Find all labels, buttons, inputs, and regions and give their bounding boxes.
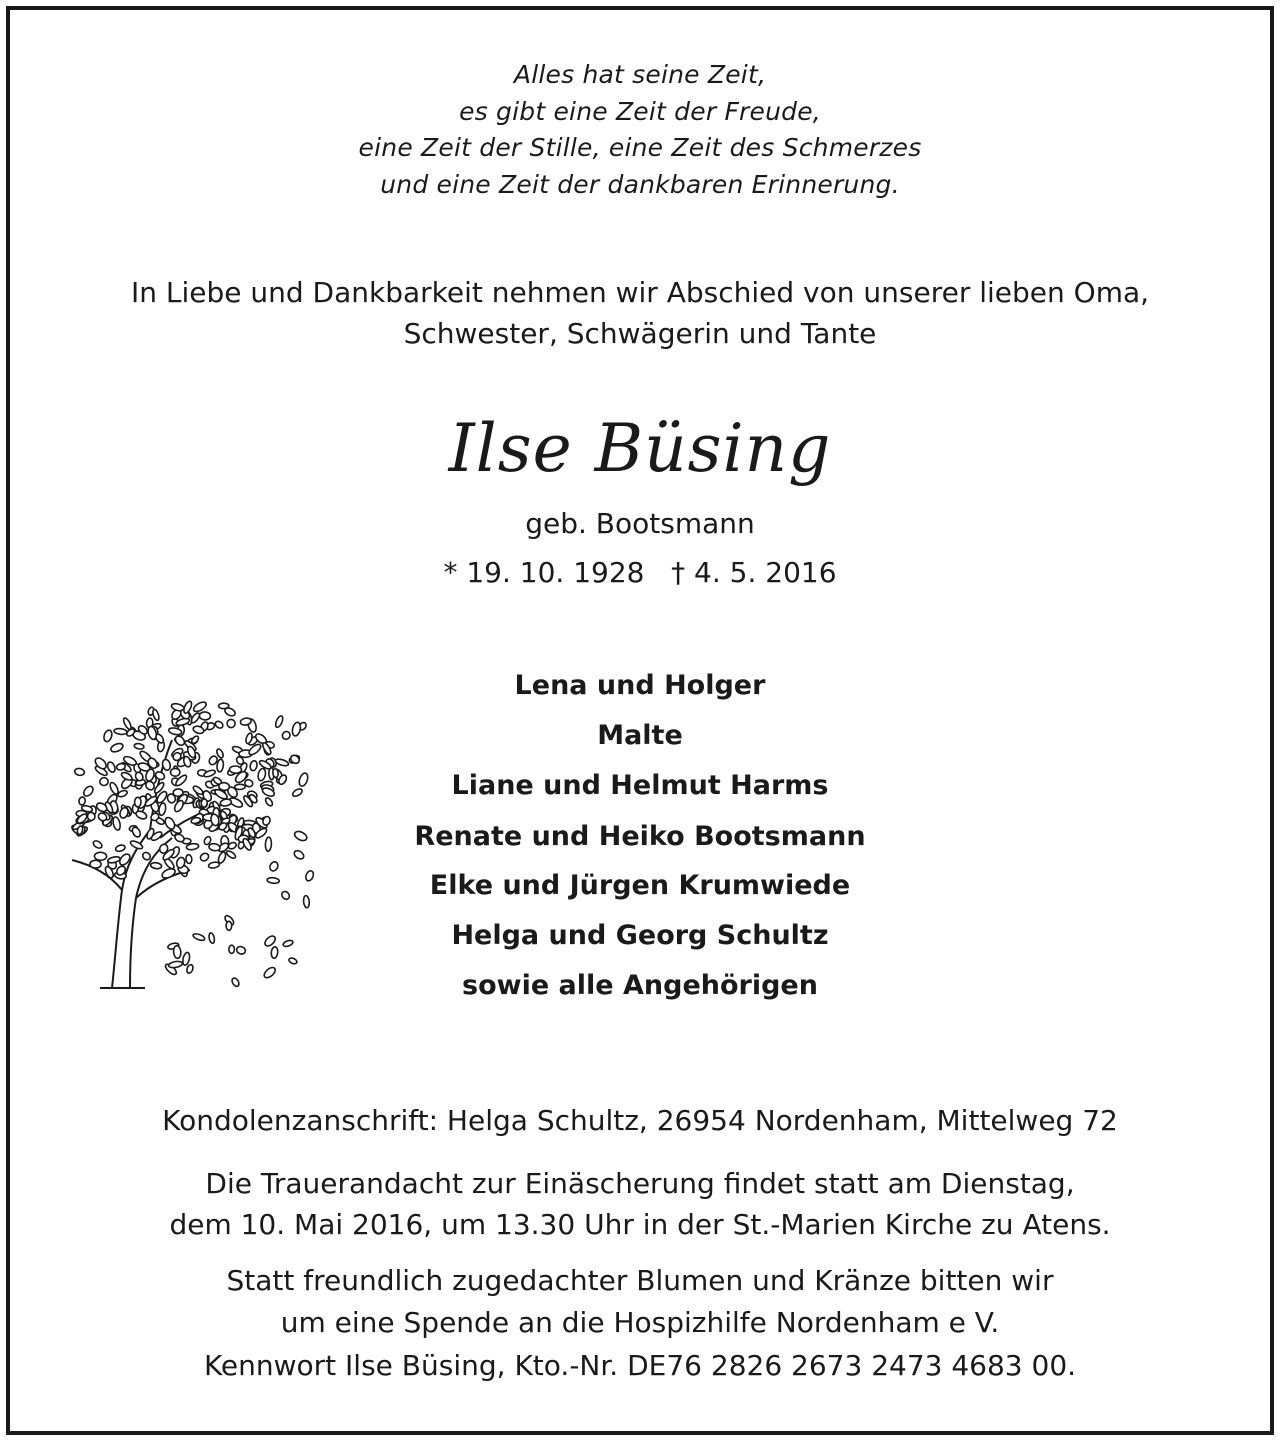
leaf-shape bbox=[90, 860, 101, 868]
leaf-shape bbox=[135, 810, 148, 821]
leaf-shape bbox=[107, 856, 120, 864]
family-member-4: Renate und Heiko Bootsmann bbox=[414, 821, 866, 852]
leaf-shape bbox=[186, 854, 193, 863]
family-member-5: Elke und Jürgen Krumwiede bbox=[429, 870, 851, 901]
leaf-shape bbox=[119, 807, 130, 819]
leaf-shape bbox=[94, 852, 106, 860]
life-dates: * 19. 10. 1928 † 4. 5. 2016 bbox=[443, 556, 837, 589]
leaf-shape bbox=[199, 712, 210, 721]
leaf-shape bbox=[219, 703, 229, 709]
poem-line-1: Alles hat seine Zeit, bbox=[513, 60, 767, 89]
poem-line-2: es gibt eine Zeit der Freude, bbox=[459, 97, 821, 126]
service-line-2: dem 10. Mai 2016, um 13.30 Uhr in der St.-Marien Kirche zu Atens. bbox=[169, 1208, 1111, 1241]
intro-line-1: In Liebe und Dankbarkeit nehmen wir Abschied von unserer lieben Oma, bbox=[130, 276, 1150, 309]
leaf-shape bbox=[168, 960, 183, 968]
leaf-shape bbox=[199, 852, 210, 863]
donation-line-2: um eine Spende an die Hospizhilfe Nordenham e V. bbox=[280, 1306, 1000, 1339]
leaf-shape bbox=[288, 957, 298, 965]
birth-name: geb. Bootsmann bbox=[525, 507, 755, 540]
family-member-2: Malte bbox=[597, 720, 683, 751]
family-member-6: Helga und Georg Schultz bbox=[451, 920, 829, 951]
obituary-notice bbox=[6, 6, 1274, 1435]
condolence-address: Kondolenzanschrift: Helga Schultz, 26954 Nordenham, Mittelweg 72 bbox=[162, 1104, 1118, 1137]
leaf-shape bbox=[182, 700, 193, 714]
leaf-shape bbox=[208, 861, 220, 869]
family-member-7: sowie alle Angehörigen bbox=[462, 970, 818, 1001]
service-line-1: Die Trauerandacht zur Einäscherung findet statt am Dienstag, bbox=[205, 1167, 1075, 1200]
family-member-3: Liane und Helmut Harms bbox=[451, 770, 829, 801]
poem-line-4: und eine Zeit der dankbaren Erinnerung. bbox=[380, 170, 900, 199]
leaf-shape bbox=[150, 862, 162, 869]
poem-line-3: eine Zeit der Stille, eine Zeit des Schmerzes bbox=[358, 133, 922, 162]
deceased-name: Ilse Büsing bbox=[448, 410, 832, 487]
leaf-shape bbox=[158, 803, 166, 816]
leaf-shape bbox=[141, 851, 151, 861]
family-member-1: Lena und Holger bbox=[514, 670, 766, 701]
leaf-shape bbox=[275, 758, 290, 767]
intro-line-2: Schwester, Schwägerin und Tante bbox=[403, 317, 877, 350]
donation-line-3: Kennwort Ilse Büsing, Kto.-Nr. DE76 2826 2673 2473 4683 00. bbox=[203, 1349, 1077, 1382]
donation-line-1: Statt freundlich zugedachter Blumen und Kränze bitten wir bbox=[226, 1264, 1054, 1297]
